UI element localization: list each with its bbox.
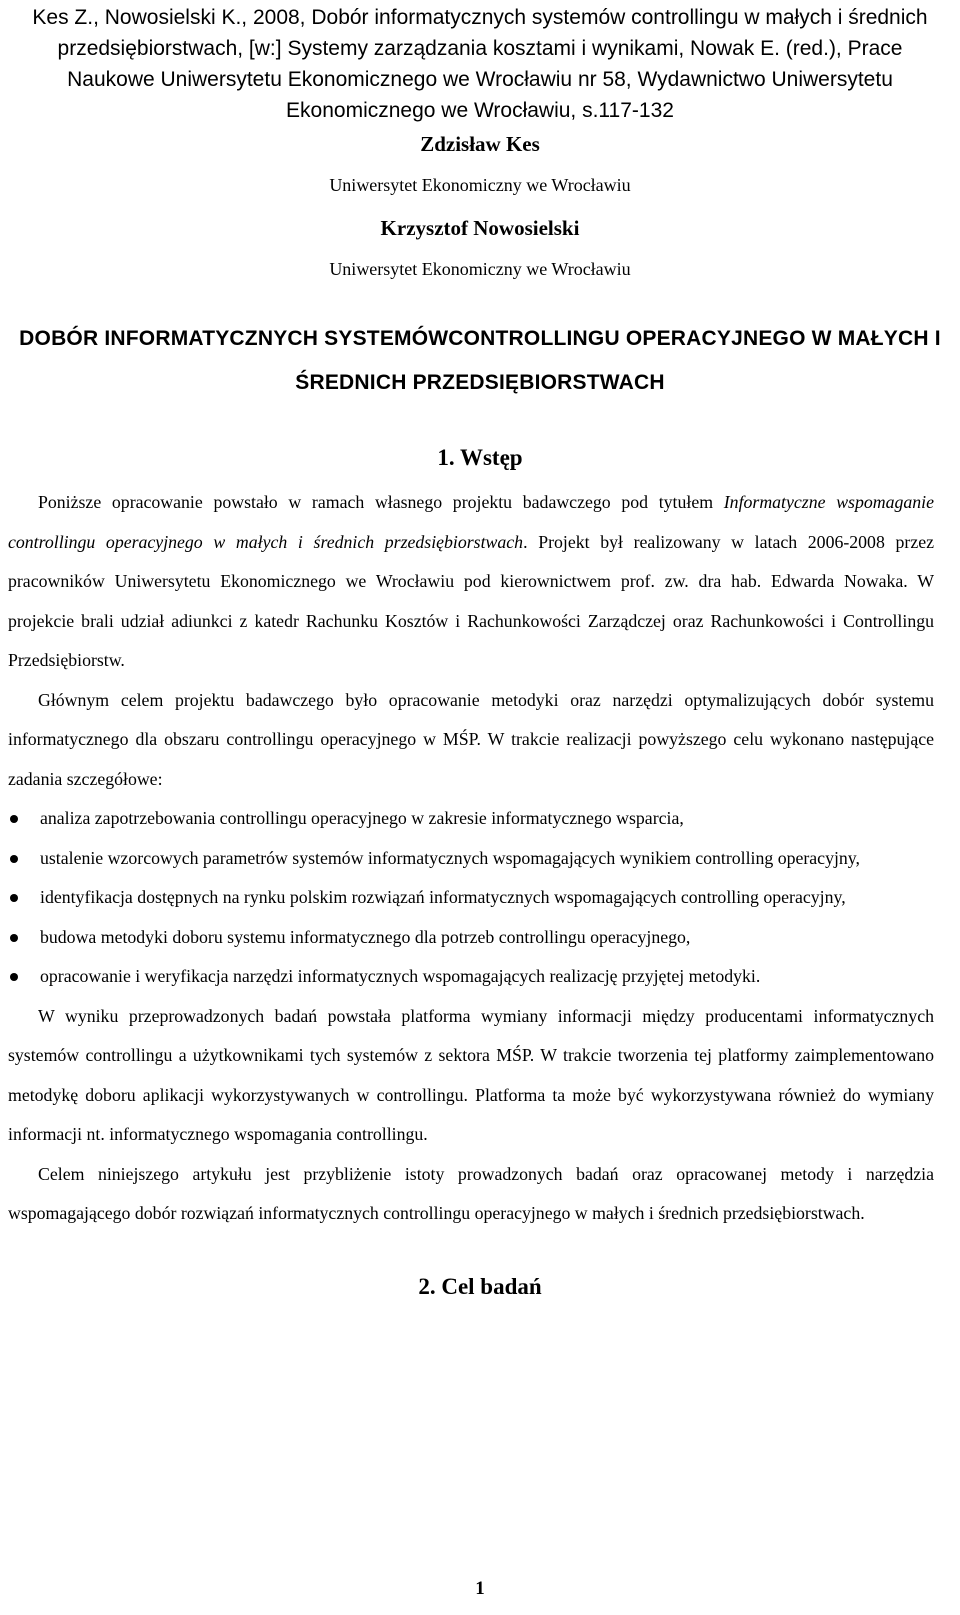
author-affiliation: Uniwersytet Ekonomiczny we Wrocławiu <box>329 175 631 195</box>
bullet-icon <box>10 815 18 823</box>
bullet-icon <box>10 934 18 942</box>
bullet-icon <box>10 855 18 863</box>
paragraph-intro <box>8 483 934 681</box>
list-item-text: opracowanie i weryfikacja narzędzi informatycznych wspomagających realizację przyjętej metodyki. <box>40 966 761 986</box>
author-affiliation: Uniwersytet Ekonomiczny we Wrocławiu <box>329 259 631 279</box>
list-item-text: budowa metodyki doboru systemu informatycznego dla potrzeb controllingu operacyjnego, <box>40 926 691 947</box>
list-item <box>8 918 934 958</box>
list-item <box>8 957 934 997</box>
intro-text: Poniższe opracowanie powstało w ramach własnego projektu badawczego pod tytułem <box>38 492 724 512</box>
page-number: 1 <box>475 1578 485 1599</box>
paragraph-aim: Celem niniejszego artykułu jest przybliżenie istoty prowadzonych badań oraz opracowanej metody i narzędzia wspomagającego dobór rozwiązań informatycznych controllingu operacyjnego w małych i średnich przedsiębiorstwach. <box>8 1163 934 1223</box>
paragraph-goal: Głównym celem projektu badawczego było opracowanie metodyki oraz narzędzi optymalizujących dobór systemu informatycznego dla obszaru controllingu operacyjnego w MŚP. W trakcie realizacji powyższego celu wykonano następujące zadania szczegółowe: <box>8 689 934 789</box>
document-page <box>0 2 960 1615</box>
bullet-icon <box>10 973 18 981</box>
bullet-icon <box>10 894 18 902</box>
list-item-text: analiza zapotrzebowania controllingu operacyjnego w zakresie informatycznego wsparcia, <box>40 808 684 828</box>
list-item-text: ustalenie wzorcowych parametrów systemów informatycznych wspomagających wynikiem controlling operacyjny, <box>40 847 860 868</box>
project-title: Informatyczne wspomaganie controllingu operacyjnego w małych i średnich przedsiębiorstwach <box>8 492 934 552</box>
paragraph-result: W wyniku przeprowadzonych badań powstała platforma wymiany informacji między producentami informatycznych systemów controllingu a użytkownikami tych systemów z sektora MŚP. W trakcie tworzenia tej platformy zaimplementowano metodykę doboru aplikacji wykorzystywanych w controllingu. Platforma ta może być wykorzystywana również do wymiany informacji nt. informatycznego wspomagania controllingu. <box>8 1005 934 1144</box>
section-heading: 1. Wstęp <box>437 445 523 470</box>
list-item <box>8 878 934 918</box>
list-item <box>8 799 934 839</box>
author-name: Krzysztof Nowosielski <box>380 216 580 240</box>
intro-text: . Projekt był realizowany w latach 2006-2008 przez pracowników Uniwersytetu Ekonomicznego we Wrocławiu pod kierownictwem prof. zw. dra hab. Edwarda Nowaka. W projekcie brali udział adiunkci z katedr Rachunku Kosztów i Rachunkowości Zarządczej oraz Rachunkowości i Controllingu Przedsiębiorstw. <box>8 531 934 670</box>
list-item <box>8 839 934 879</box>
paper-title: DOBÓR INFORMATYCZNYCH SYSTEMÓWCONTROLLINGU OPERACYJNEGO W MAŁYCH I ŚREDNICH PRZEDSIĘBIORSTWACH <box>19 327 941 394</box>
task-list <box>8 799 934 997</box>
section-heading: 2. Cel badań <box>418 1273 542 1299</box>
author-name: Zdzisław Kes <box>420 132 540 156</box>
citation: Kes Z., Nowosielski K., 2008, Dobór informatycznych systemów controllingu w małych i średnich przedsiębiorstwach, [w:] Systemy zarządzania kosztami i wynikami, Nowak E. (red.), Prace Naukowe Uniwersytetu Ekonomicznego we Wrocławiu nr 58, Wydawnictwo Uniwersytetu Ekonomicznego we Wrocławiu, s.117-132 <box>32 6 928 122</box>
list-item-text: identyfikacja dostępnych na rynku polskim rozwiązań informatycznych wspomagających controlling operacyjny, <box>40 887 846 907</box>
